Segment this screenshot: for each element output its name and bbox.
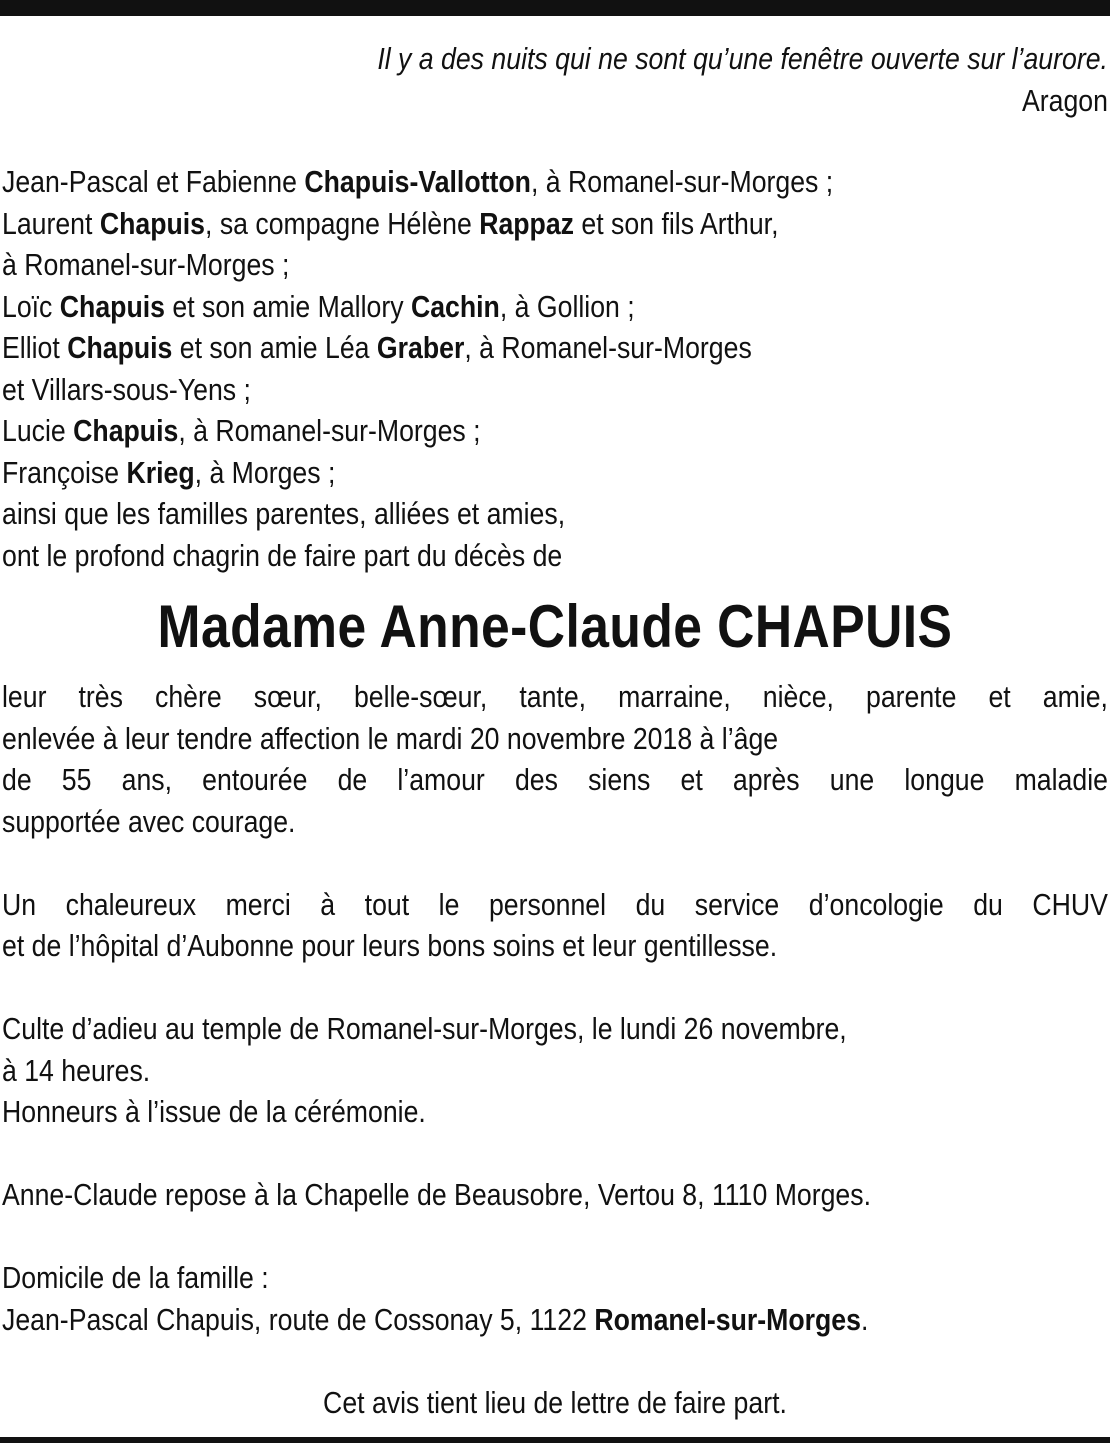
family-line: et Villars-sous-Yens ; [2,371,251,407]
epigraph-author: Aragon [1021,82,1108,118]
epigraph-quote: Il y a des nuits qui ne sont qu’une fenêtre ouverte sur l’aurore. [377,41,1108,76]
domicile-address: Jean-Pascal Chapuis, route de Cossonay 5, 1122 Romanel-sur-Morges. [2,1301,869,1337]
family-line: ont le profond chagrin de faire part du décès de [2,537,563,573]
family-line: Laurent Chapuis, sa compagne Hélène Rappaz et son fils Arthur, [2,205,779,241]
thanks-paragraph [2,884,1108,967]
family-line: ainsi que les familles parentes, alliées et amies, [2,496,566,531]
ceremony-line: Honneurs à l’issue de la cérémonie. [2,1094,426,1129]
top-rule [0,0,1110,16]
family-line: Lucie Chapuis, à Romanel-sur-Morges ; [2,413,481,448]
thanks-line: Un chaleureux merci à tout le personnel du service d’oncologie du CHUV [2,886,1108,922]
bottom-rule [0,1437,1110,1443]
domicile-block [2,1257,1108,1340]
family-line: à Romanel-sur-Morges ; [2,247,290,282]
family-list [2,161,1108,576]
closing-note: Cet avis tient lieu de lettre de faire part. [323,1384,787,1420]
family-line: Jean-Pascal et Fabienne Chapuis-Vallotton, à Romanel-sur-Morges ; [2,164,834,199]
obituary-content [2,38,1108,1423]
description-line: leur très chère sœur, belle-sœur, tante, marraine, nièce, parente et amie, [2,679,1108,714]
description-line: supportée avec courage. [2,803,296,839]
ceremony-line: Culte d’adieu au temple de Romanel-sur-Morges, le lundi 26 novembre, [2,1011,847,1046]
description-line: de 55 ans, entourée de l’amour des siens et après une longue maladie [2,762,1108,797]
family-line: Françoise Krieg, à Morges ; [2,454,336,490]
ceremony-paragraph [2,1008,1108,1133]
deceased-name: Madame Anne-Claude CHAPUIS [157,593,953,660]
family-line: Elliot Chapuis et son amie Léa Graber, à Romanel-sur-Morges [2,330,752,365]
domicile-label: Domicile de la famille : [2,1260,269,1295]
thanks-line: et de l’hôpital d’Aubonne pour leurs bons soins et leur gentillesse. [2,928,778,963]
rest-place: Anne-Claude repose à la Chapelle de Beausobre, Vertou 8, 1110 Morges. [2,1177,872,1212]
description-paragraph [2,676,1108,842]
ceremony-line: à 14 heures. [2,1052,151,1088]
description-line: enlevée à leur tendre affection le mardi 20 novembre 2018 à l’âge [2,720,779,756]
family-line: Loïc Chapuis et son amie Mallory Cachin, à Gollion ; [2,288,635,324]
